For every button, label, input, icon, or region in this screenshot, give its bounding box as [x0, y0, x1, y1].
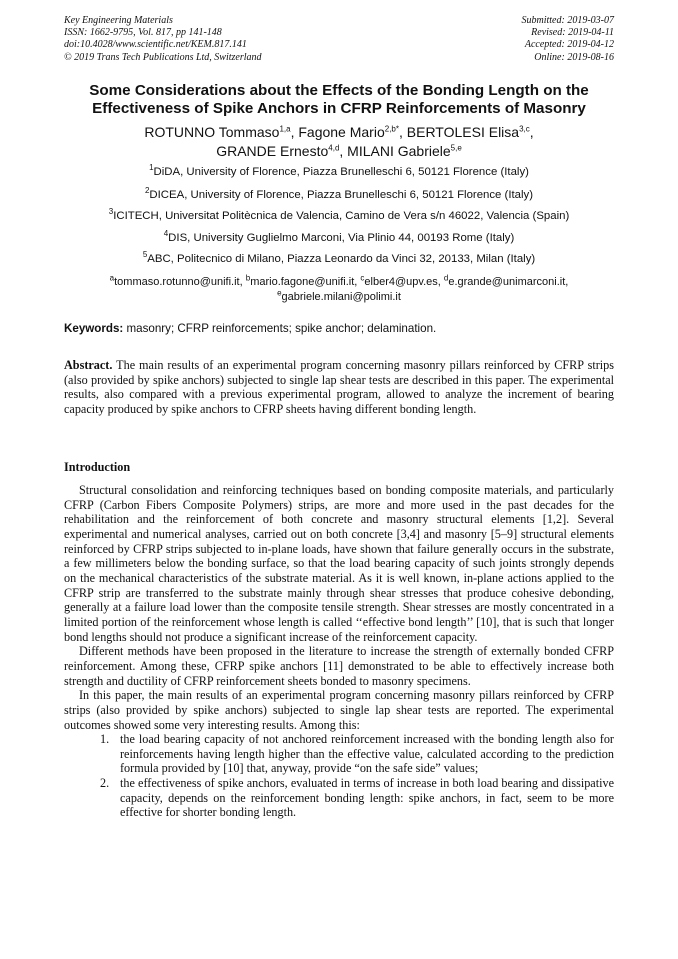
keywords-label: Keywords:	[64, 322, 124, 335]
email	[443, 273, 569, 288]
author-name: ROTUNNO Tommaso	[144, 124, 280, 140]
author-affiliation-mark: 5,e	[450, 143, 462, 153]
header-publication-info	[64, 15, 262, 64]
author-separator: ,	[339, 143, 348, 159]
email	[360, 273, 444, 288]
email	[245, 273, 361, 288]
journal-header	[64, 15, 614, 67]
author-name: BERTOLESI Elisa	[406, 124, 520, 140]
email-list	[40, 275, 638, 304]
numbered-list	[64, 732, 614, 820]
abstract-label: Abstract.	[64, 358, 113, 372]
email-mark: d	[443, 273, 449, 283]
email-address: tommaso.rotunno@unifi.it,	[114, 276, 246, 288]
affiliation-mark: 3	[108, 207, 114, 217]
author	[347, 143, 462, 159]
author	[407, 124, 534, 140]
email-mark: a	[109, 273, 115, 283]
email-address: e.grande@unimarconi.it,	[448, 276, 569, 288]
email	[277, 287, 401, 303]
author-separator: ,	[529, 124, 534, 140]
author-list	[60, 123, 618, 161]
email-mark: c	[360, 273, 365, 283]
doi-line: doi:10.4028/www.scientific.net/KEM.817.141	[64, 39, 247, 51]
affiliation-mark: 1	[149, 163, 154, 173]
affiliation	[40, 229, 638, 244]
affiliation	[40, 207, 638, 222]
author	[298, 124, 406, 140]
section-heading-introduction: Introduction	[64, 460, 131, 474]
introduction-body	[64, 483, 614, 820]
affiliation	[40, 186, 638, 201]
author-separator: ,	[398, 124, 407, 140]
issn-line: ISSN: 1662-9795, Vol. 817, pp 141-148	[64, 27, 222, 39]
affiliation-mark: 4	[163, 229, 169, 239]
paper-title: Some Considerations about the Effects of the Bonding Length on the Effectiveness of Spike Anchors in CFRP Reinforcements of Masonry	[89, 82, 589, 117]
affiliation	[40, 250, 638, 265]
copyright-line: © 2019 Trans Tech Publications Ltd, Switzerland	[64, 51, 262, 63]
abstract-text: The main results of an experimental program concerning masonry pillars reinforced by CFRP strips (also provided by spike anchors) subjected to single lap shear tests are described in this paper. The experimental results, also compared with a previous experimental program, allowed to analyze the increment of bearing capacity produced by spike anchors to CFRP sheets having different bonding length.	[64, 358, 614, 416]
list-item-text: the load bearing capacity of not anchored reinforcement increased with the bonding length also for reinforcements having length higher than the effective value, calculated according to the prediction formula provided by [10] that, anyway, provide “on the safe side” values;	[120, 732, 614, 776]
list-item-text: the effectiveness of spike anchors, evaluated in terms of increase in both load bearing and dissipative capacity, depends on the reinforcement bonding length: spike anchors, in fact, seem to be more effective for shorter bonding length.	[120, 776, 614, 820]
author-affiliation-mark: 3,c	[519, 124, 530, 134]
abstract	[64, 358, 614, 417]
author-name: Fagone Mario	[298, 124, 385, 140]
author-affiliation-mark: 4,d	[328, 143, 340, 153]
author-affiliation-mark: 2,b*	[384, 124, 399, 134]
accepted-date: Accepted: 2019-04-12	[524, 39, 614, 51]
author-affiliation-mark: 1,a	[279, 124, 291, 134]
email-mark: b	[245, 273, 251, 283]
affiliation-mark: 2	[144, 186, 150, 196]
email	[109, 273, 246, 288]
paragraph: Structural consolidation and reinforcing techniques based on bonding composite materials, and particularly CFRP (Carbon Fibers Composite Polymers) strips, are more and more used in the past decades for the rehabilitation and the reinforcement of both concrete and masonry structural elements [1,2]. Several experimental and numerical analyses, carried out on both concrete [3,4] and masonry [5–9] structural elements reinforced by CFRP strips subjected to in-plane loads, have shown that failure generally occurs in the substrate, a few millimeters below the bonding surface, so that the load bearing capacity of such joints strongly depends on the mechanical characteristics of the substrate material. As it is well known, in-plane actions applied to the CFRP strip are transferred to the substrate mainly through shear stresses that produce cohesive debonding, generally at a failure load lower than the composite tensile strength. Shear stresses are mostly concentrated in a limited portion of the reinforcement whose length is called ‘‘effective bond length’’ [10], that is such that longer bond lengths should not produce a significant increase of the reinforcement capacity.	[64, 483, 614, 644]
affiliation-text: ICITECH, Universitat Politècnica de Valencia, Camino de Vera s/n 46022, Valencia (Spain)	[113, 210, 570, 222]
keywords-text: masonry; CFRP reinforcements; spike anchor; delamination.	[123, 322, 437, 335]
author-separator: ,	[290, 124, 299, 140]
list-item	[64, 776, 614, 820]
author	[216, 143, 347, 159]
list-item	[64, 732, 614, 776]
affiliation-text: DICEA, University of Florence, Piazza Brunelleschi 6, 50121 Florence (Italy)	[149, 189, 534, 201]
affiliation	[40, 163, 638, 178]
affiliation-text: ABC, Politecnico di Milano, Piazza Leonardo da Vinci 32, 20133, Milan (Italy)	[147, 253, 536, 265]
submitted-date: Submitted: 2019-03-07	[521, 15, 614, 26]
author	[144, 124, 298, 140]
email-mark: e	[277, 287, 282, 297]
paragraph: Different methods have been proposed in the literature to increase the strength of externally bonded CFRP reinforcement. Among these, CFRP spike anchors [11] demonstrated to be able to effectively increase both strength and ductility of CFRP reinforcement sheets bonded to masonry specimens.	[64, 644, 614, 688]
affiliation-text: DIS, University Guglielmo Marconi, Via Plinio 44, 00193 Rome (Italy)	[168, 232, 515, 244]
list-number: 2.	[100, 776, 110, 791]
author-name: GRANDE Ernesto	[216, 143, 329, 159]
email-address: gabriele.milani@polimi.it	[281, 290, 401, 303]
paragraph: In this paper, the main results of an experimental program concerning masonry pillars reinforced by CFRP strips (also provided by spike anchors) subjected to single lap shear tests are reported. The experimental outcomes showed some very interesting results. Among this:	[64, 688, 614, 732]
affiliation-mark: 5	[142, 250, 148, 260]
email-address: elber4@upv.es,	[364, 276, 444, 288]
email-address: mario.fagone@unifi.it,	[250, 276, 361, 288]
keywords	[64, 322, 614, 335]
revised-date: Revised: 2019-04-11	[531, 27, 614, 39]
journal-name: Key Engineering Materials	[64, 15, 173, 26]
author-name: MILANI Gabriele	[347, 143, 451, 159]
online-date: Online: 2019-08-16	[534, 51, 614, 63]
affiliation-text: DiDA, University of Florence, Piazza Brunelleschi 6, 50121 Florence (Italy)	[153, 166, 529, 178]
header-dates	[522, 15, 615, 64]
list-number: 1.	[100, 732, 110, 747]
